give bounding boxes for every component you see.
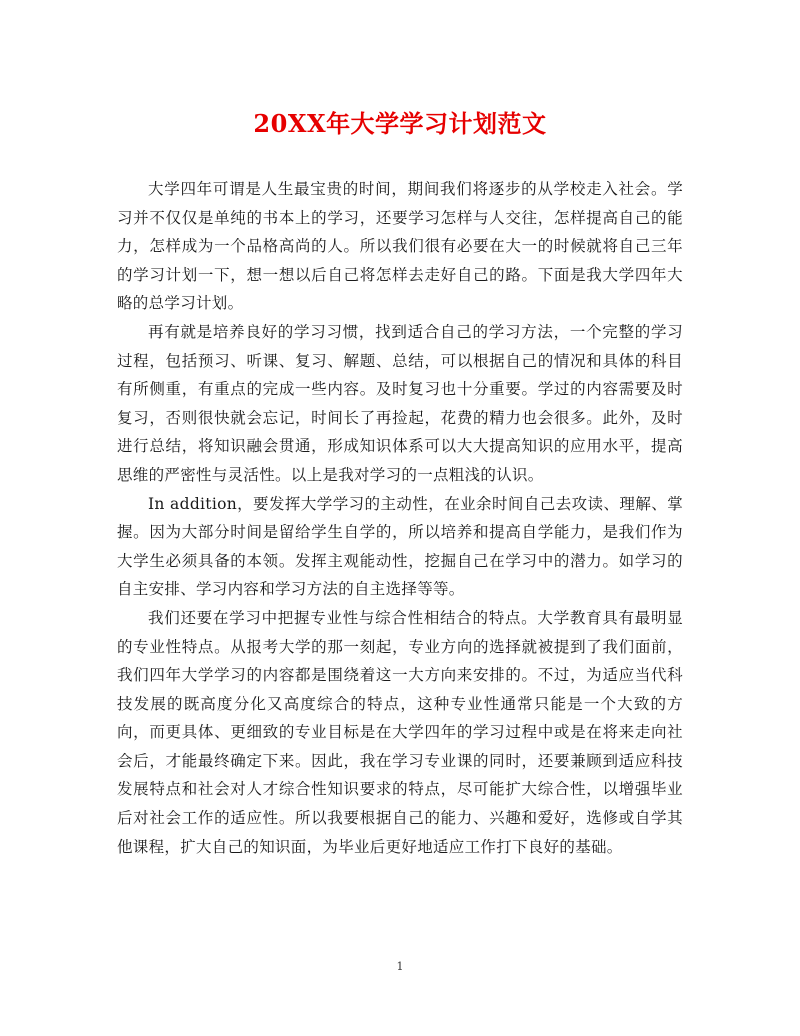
document-body	[117, 175, 683, 861]
paragraph-4: 我们还要在学习中把握专业性与综合性相结合的特点。大学教育具有最明显的专业性特点。从报考大学的那一刻起，专业方向的选择就被提到了我们面前，我们四年大学学习的内容都是围绕着这一大方向来安排的。不过，为适应当代科技发展的既高度分化又高度综合的特点，这种专业性通常只能是一个大致的方向，而更具体、更细致的专业目标是在大学四年的学习过程中或是在将来走向社会后，才能最终确定下来。因此，我在学习专业课的同时，还要兼顾到适应科技发展特点和社会对人才综合性知识要求的特点，尽可能扩大综合性，以增强毕业后对社会工作的适应性。所以我要根据自己的能力、兴趣和爱好，选修或自学其他课程，扩大自己的知识面，为毕业后更好地适应工作打下良好的基础。	[117, 608, 683, 856]
paragraph-3: In addition，要发挥大学学习的主动性，在业余时间自己去攻读、理解、掌握。因为大部分时间是留给学生自学的，所以培养和提高自学能力，是我们作为大学生必须具备的本领。发挥主观能动性，挖掘自己在学习中的潜力。如学习的自主安排、学习内容和学习方法的自主选择等等。	[117, 494, 683, 599]
paragraph-2: 再有就是培养良好的学习习惯，找到适合自己的学习方法，一个完整的学习过程，包括预习、听课、复习、解题、总结，可以根据自己的情况和具体的科目有所侧重，有重点的完成一些内容。及时复习也十分重要。学过的内容需要及时复习，否则很快就会忘记，时间长了再捡起，花费的精力也会很多。此外，及时进行总结，将知识融会贯通，形成知识体系可以大大提高知识的应用水平，提高思维的严密性与灵活性。以上是我对学习的一点粗浅的认识。	[117, 322, 683, 484]
paragraph-1: 大学四年可谓是人生最宝贵的时间，期间我们将逐步的从学校走入社会。学习并不仅仅是单纯的书本上的学习，还要学习怎样与人交往，怎样提高自己的能力，怎样成为一个品格高尚的人。所以我们很有必要在大一的时候就将自己三年的学习计划一下，想一想以后自己将怎样去走好自己的路。下面是我大学四年大略的总学习计划。	[117, 180, 683, 313]
page-number: 1	[396, 960, 404, 973]
document-title: 20XX年大学学习计划范文	[253, 109, 547, 138]
